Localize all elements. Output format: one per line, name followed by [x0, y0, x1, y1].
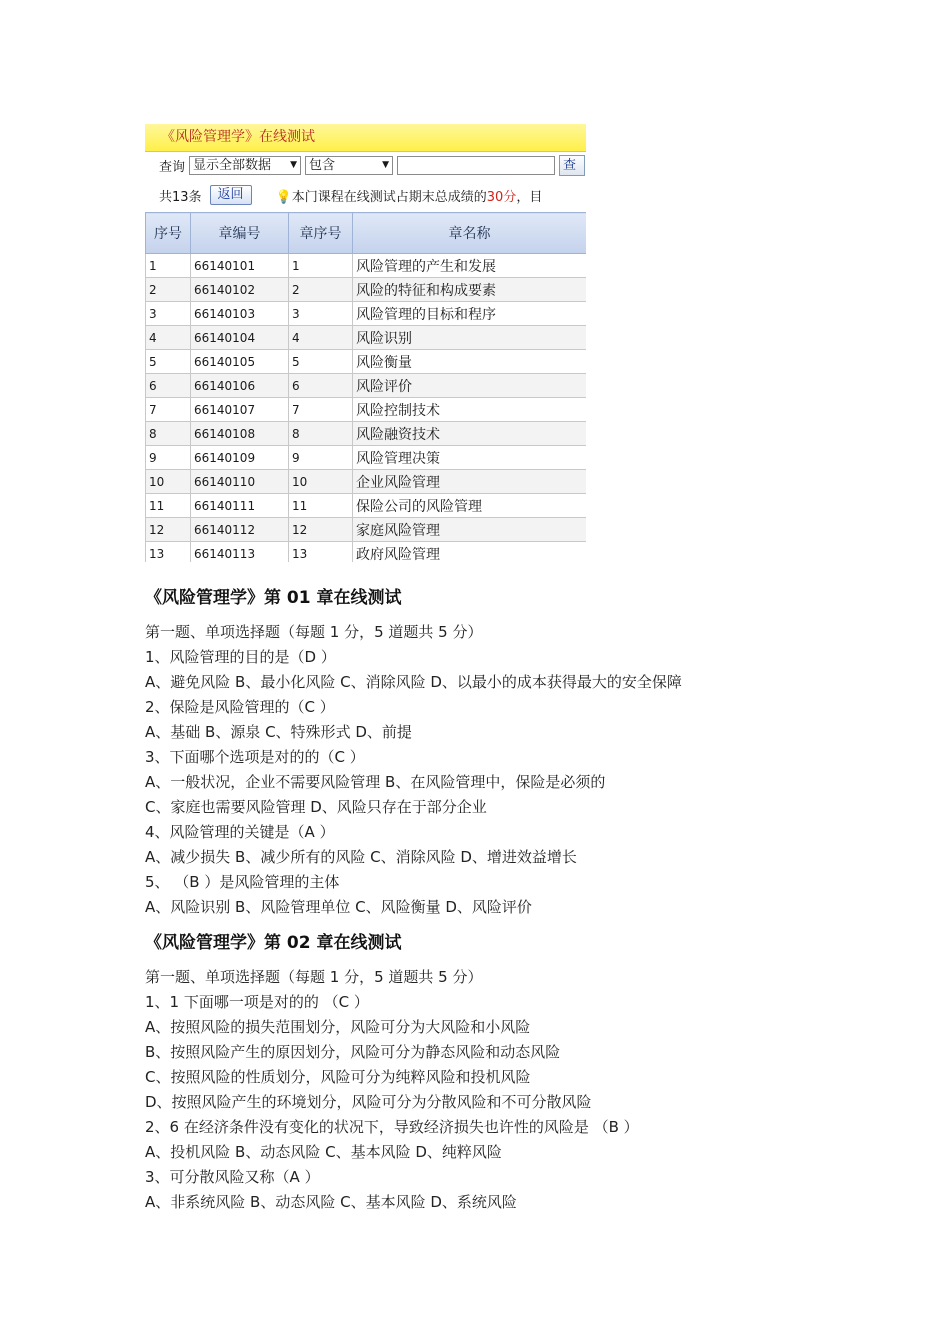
table-cell: 7 [289, 398, 353, 422]
table-cell: 风险衡量 [353, 350, 587, 374]
question-line: 2、6 在经济条件没有变化的状况下，导致经济损失也许性的风险是 （B ） [145, 1118, 639, 1136]
question-line: C、家庭也需要风险管理 D、风险只存在于部分企业 [145, 798, 487, 816]
chapter-01-questions [145, 620, 925, 920]
table-cell: 7 [146, 398, 191, 422]
table-cell: 12 [289, 518, 353, 542]
table-row[interactable] [146, 374, 587, 398]
column-header: 章名称 [353, 213, 587, 254]
table-cell: 风险融资技术 [353, 422, 587, 446]
chapter-table [145, 212, 586, 562]
table-cell: 8 [289, 422, 353, 446]
course-test-screenshot [145, 124, 586, 562]
column-header: 序号 [146, 213, 191, 254]
question-line: 3、可分散风险又称（A ） [145, 1168, 320, 1186]
question-line: 2、保险是风险管理的（C ） [145, 698, 335, 716]
table-cell: 6 [146, 374, 191, 398]
question-line: 第一题、单项选择题（每题 1 分，5 道题共 5 分） [145, 623, 483, 641]
table-cell: 10 [146, 470, 191, 494]
table-cell: 企业风险管理 [353, 470, 587, 494]
table-cell: 13 [146, 542, 191, 563]
chapter-01-heading: 《风险管理学》第 01 章在线测试 [145, 588, 402, 608]
question-line: A、按照风险的损失范围划分，风险可分为大风险和小风险 [145, 1018, 531, 1036]
table-cell: 3 [289, 302, 353, 326]
table-row[interactable] [146, 326, 587, 350]
table-cell: 10 [289, 470, 353, 494]
table-row[interactable] [146, 518, 587, 542]
column-header: 章编号 [191, 213, 289, 254]
question-line: C、按照风险的性质划分，风险可分为纯粹风险和投机风险 [145, 1068, 531, 1086]
table-cell: 11 [146, 494, 191, 518]
question-line: D、按照风险产生的环境划分，风险可分为分散风险和不可分散风险 [145, 1093, 592, 1111]
table-cell: 保险公司的风险管理 [353, 494, 587, 518]
table-row[interactable] [146, 542, 587, 563]
question-line: A、避免风险 B、最小化风险 C、消除风险 D、以最小的成本获得最大的安全保障 [145, 673, 682, 691]
table-cell: 风险管理的产生和发展 [353, 254, 587, 278]
lightbulb-icon: 💡 [275, 189, 292, 205]
question-line: A、一般状况，企业不需要风险管理 B、在风险管理中，保险是必须的 [145, 773, 606, 791]
filter-select[interactable] [189, 156, 301, 175]
table-cell: 13 [289, 542, 353, 563]
table-cell: 风险评价 [353, 374, 587, 398]
question-line: 1、风险管理的目的是（D ） [145, 648, 336, 666]
table-cell: 66140110 [191, 470, 289, 494]
table-cell: 1 [289, 254, 353, 278]
column-header: 章序号 [289, 213, 353, 254]
table-cell: 5 [146, 350, 191, 374]
table-cell: 家庭风险管理 [353, 518, 587, 542]
query-bar [145, 152, 586, 178]
document-body [145, 583, 925, 1215]
table-cell: 66140106 [191, 374, 289, 398]
table-cell: 9 [289, 446, 353, 470]
score-notice [260, 186, 543, 205]
table-cell: 8 [146, 422, 191, 446]
question-line: 5、 （B ）是风险管理的主体 [145, 873, 340, 891]
table-cell: 66140109 [191, 446, 289, 470]
table-cell: 11 [289, 494, 353, 518]
search-input[interactable] [397, 156, 555, 175]
question-line: 4、风险管理的关键是（A ） [145, 823, 335, 841]
notice-prefix: 本门课程在线测试占期末总成绩的 [291, 189, 487, 205]
table-cell: 66140104 [191, 326, 289, 350]
mode-select[interactable] [305, 156, 393, 175]
table-row[interactable] [146, 422, 587, 446]
table-cell: 66140105 [191, 350, 289, 374]
question-line: A、风险识别 B、风险管理单位 C、风险衡量 D、风险评价 [145, 898, 532, 916]
question-line: 1、1 下面哪一项是对的的 （C ） [145, 993, 369, 1011]
chevron-down-icon: ▼ [290, 159, 298, 170]
notice-highlight: 30分 [486, 189, 517, 205]
table-cell: 风险管理的目标和程序 [353, 302, 587, 326]
table-header-row [146, 213, 587, 254]
table-cell: 1 [146, 254, 191, 278]
question-line: 3、下面哪个选项是对的的（C ） [145, 748, 365, 766]
chapter-02-heading: 《风险管理学》第 02 章在线测试 [145, 933, 402, 953]
question-line: A、基础 B、源泉 C、特殊形式 D、前提 [145, 723, 412, 741]
chevron-down-icon: ▼ [382, 159, 390, 170]
table-cell: 风险的特征和构成要素 [353, 278, 587, 302]
table-cell: 66140103 [191, 302, 289, 326]
count-bar [145, 178, 586, 212]
question-line: B、按照风险产生的原因划分，风险可分为静态风险和动态风险 [145, 1043, 561, 1061]
table-row[interactable] [146, 350, 587, 374]
table-cell: 66140108 [191, 422, 289, 446]
question-line: 第一题、单项选择题（每题 1 分，5 道题共 5 分） [145, 968, 483, 986]
table-row[interactable] [146, 398, 587, 422]
question-line: A、非系统风险 B、动态风险 C、基本风险 D、系统风险 [145, 1193, 517, 1211]
mode-select-value: 包含 [309, 157, 336, 173]
question-line: A、投机风险 B、动态风险 C、基本风险 D、纯粹风险 [145, 1143, 502, 1161]
table-cell: 2 [289, 278, 353, 302]
table-cell: 9 [146, 446, 191, 470]
course-test-title: 《风险管理学》在线测试 [145, 124, 586, 152]
table-cell: 66140111 [191, 494, 289, 518]
table-cell: 4 [289, 326, 353, 350]
table-cell: 66140113 [191, 542, 289, 563]
table-cell: 3 [146, 302, 191, 326]
back-button[interactable]: 返回 [210, 185, 252, 205]
table-cell: 2 [146, 278, 191, 302]
record-count: 共13条 [159, 189, 202, 205]
table-cell: 66140107 [191, 398, 289, 422]
table-cell: 风险控制技术 [353, 398, 587, 422]
table-cell: 66140102 [191, 278, 289, 302]
search-button[interactable]: 查 [559, 155, 585, 176]
chapter-02-questions [145, 965, 925, 1215]
table-cell: 4 [146, 326, 191, 350]
table-cell: 政府风险管理 [353, 542, 587, 563]
table-cell: 6 [289, 374, 353, 398]
notice-suffix: ，目 [516, 189, 543, 205]
table-cell: 5 [289, 350, 353, 374]
table-cell: 66140112 [191, 518, 289, 542]
filter-select-value: 显示全部数据 [193, 157, 272, 173]
table-row[interactable] [146, 446, 587, 470]
table-cell: 66140101 [191, 254, 289, 278]
table-row[interactable] [146, 254, 587, 278]
table-row[interactable] [146, 494, 587, 518]
table-cell: 风险识别 [353, 326, 587, 350]
table-cell: 12 [146, 518, 191, 542]
query-label: 查询 [159, 159, 186, 175]
table-row[interactable] [146, 278, 587, 302]
table-row[interactable] [146, 470, 587, 494]
table-row[interactable] [146, 302, 587, 326]
question-line: A、减少损失 B、减少所有的风险 C、消除风险 D、增进效益增长 [145, 848, 577, 866]
table-cell: 风险管理决策 [353, 446, 587, 470]
